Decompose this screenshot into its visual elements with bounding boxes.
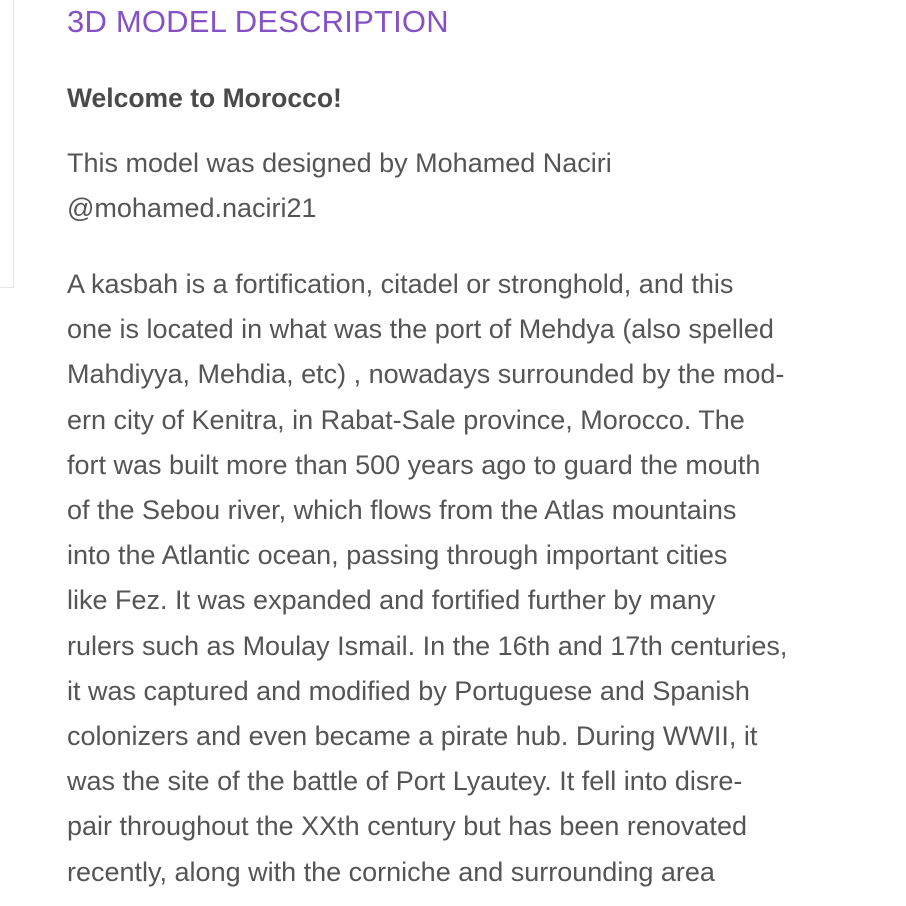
description-line: colonizers and even became a pirate hub. During WWII, it (67, 721, 758, 752)
designer-credit (67, 141, 897, 231)
description-line: like Fez. It was expanded and fortified further by many (67, 585, 716, 616)
description-line: fort was built more than 500 years ago to guard the mouth (67, 449, 761, 480)
description-line: one is located in what was the port of Mehdya (also spelled (67, 314, 774, 345)
description-line: ern city of Kenitra, in Rabat-Sale province, Morocco. The (67, 404, 745, 435)
section-heading: 3D MODEL DESCRIPTION (67, 4, 449, 39)
designer-credit-line: This model was designed by Mohamed Naciri (67, 148, 612, 178)
description-line: pair throughout the XXth century but has been renovated (67, 811, 747, 842)
welcome-heading: Welcome to Morocco! (67, 83, 342, 113)
description-line: recently, along with the corniche and surrounding area (67, 856, 715, 887)
description-line: Mahdiyya, Mehdia, etc) , nowadays surrounded by the mod- (67, 359, 785, 390)
description-line: was the site of the battle of Port Lyautey. It fell into disre- (67, 766, 743, 797)
description-line: rulers such as Moulay Ismail. In the 16th and 17th centuries, (67, 630, 788, 661)
side-panel-edge (0, 0, 14, 288)
description-line: into the Atlantic ocean, passing through important cities (67, 540, 728, 571)
description-line: of the Sebou river, which flows from the Atlas mountains (67, 495, 737, 526)
model-description-section (67, 0, 897, 895)
description-line: it was captured and modified by Portuguese and Spanish (67, 675, 750, 706)
description-body (67, 262, 897, 895)
description-line: A kasbah is a fortification, citadel or stronghold, and this (67, 269, 734, 299)
designer-username: @mohamed.naciri21 (67, 193, 317, 223)
